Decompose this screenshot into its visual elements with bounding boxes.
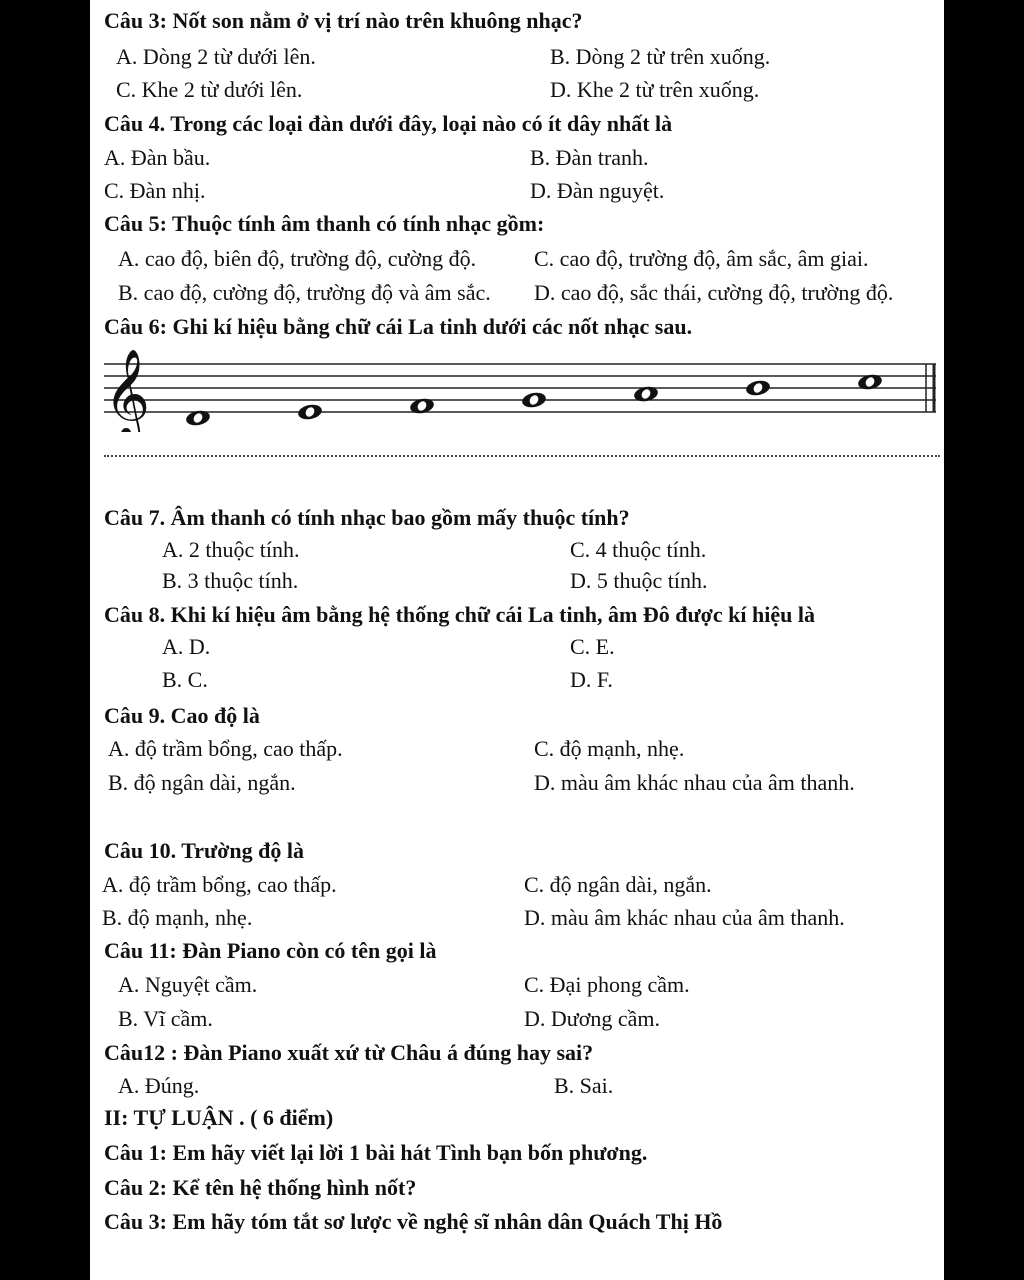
question-5: Câu 5: Thuộc tính âm thanh có tính nhạc gồm: xyxy=(104,211,545,236)
q9-option-b: B. độ ngân dài, ngắn. xyxy=(108,770,296,795)
document-page xyxy=(90,0,944,1280)
q4-option-d: D. Đàn nguyệt. xyxy=(530,178,665,203)
q10-option-d: D. màu âm khác nhau của âm thanh. xyxy=(524,905,845,930)
question-12: Câu12 : Đàn Piano xuất xứ từ Châu á đúng hay sai? xyxy=(104,1040,594,1065)
question-7: Câu 7. Âm thanh có tính nhạc bao gồm mấy thuộc tính? xyxy=(104,505,630,530)
whole-note-2 xyxy=(297,403,323,422)
q9-option-c: C. độ mạnh, nhẹ. xyxy=(534,736,685,761)
q10-option-c: C. độ ngân dài, ngắn. xyxy=(524,872,712,897)
q11-option-c: C. Đại phong cầm. xyxy=(524,972,690,997)
q5-option-d: D. cao độ, sắc thái, cường độ, trường độ. xyxy=(534,280,894,305)
q7-option-c: C. 4 thuộc tính. xyxy=(570,537,707,562)
q12-option-b: B. Sai. xyxy=(554,1073,614,1098)
essay-question-2: Câu 2: Kể tên hệ thống hình nốt? xyxy=(104,1175,417,1200)
q12-option-a: A. Đúng. xyxy=(118,1073,200,1098)
essay-question-1: Câu 1: Em hãy viết lại lời 1 bài hát Tình bạn bốn phương. xyxy=(104,1140,648,1165)
q8-option-d: D. F. xyxy=(570,667,613,692)
q5-option-c: C. cao độ, trường độ, âm sắc, âm giai. xyxy=(534,246,869,271)
q7-option-d: D. 5 thuộc tính. xyxy=(570,568,708,593)
q7-option-b: B. 3 thuộc tính. xyxy=(162,568,299,593)
staff-svg xyxy=(100,342,938,432)
question-9: Câu 9. Cao độ là xyxy=(104,703,260,728)
whole-note-6 xyxy=(745,379,771,398)
q3-option-d: D. Khe 2 từ trên xuống. xyxy=(550,77,760,102)
q9-option-d: D. màu âm khác nhau của âm thanh. xyxy=(534,770,855,795)
essay-heading: II: TỰ LUẬN . ( 6 điểm) xyxy=(104,1105,334,1130)
essay-question-3: Câu 3: Em hãy tóm tắt sơ lược về nghệ sĩ nhân dân Quách Thị Hồ xyxy=(104,1209,723,1234)
q8-option-c: C. E. xyxy=(570,634,615,659)
q8-option-b: B. C. xyxy=(162,667,208,692)
q3-option-b: B. Dòng 2 từ trên xuống. xyxy=(550,44,771,69)
q5-option-b: B. cao độ, cường độ, trường độ và âm sắc. xyxy=(118,280,491,305)
q11-option-b: B. Vĩ cầm. xyxy=(118,1006,213,1031)
question-8: Câu 8. Khi kí hiệu âm bằng hệ thống chữ cái La tinh, âm Đô được kí hiệu là xyxy=(104,602,815,627)
q11-option-d: D. Dương cầm. xyxy=(524,1006,660,1031)
q7-option-a: A. 2 thuộc tính. xyxy=(162,537,300,562)
q5-option-a: A. cao độ, biên độ, trường độ, cường độ. xyxy=(118,246,477,271)
q8-option-a: A. D. xyxy=(162,634,211,659)
q4-option-b: B. Đàn tranh. xyxy=(530,145,649,170)
q3-option-c: C. Khe 2 từ dưới lên. xyxy=(116,77,303,102)
music-staff xyxy=(100,342,938,432)
question-4: Câu 4. Trong các loại đàn dưới đây, loại nào có ít dây nhất là xyxy=(104,111,673,136)
question-10: Câu 10. Trường độ là xyxy=(104,838,304,863)
question-11: Câu 11: Đàn Piano còn có tên gọi là xyxy=(104,938,437,963)
q4-option-a: A. Đàn bầu. xyxy=(104,145,211,170)
treble-clef-icon: 𝄞 xyxy=(104,349,151,432)
q10-option-a: A. độ trầm bổng, cao thấp. xyxy=(102,872,337,897)
q10-option-b: B. độ mạnh, nhẹ. xyxy=(102,905,253,930)
q11-option-a: A. Nguyệt cầm. xyxy=(118,972,258,997)
q9-option-a: A. độ trầm bổng, cao thấp. xyxy=(108,736,343,761)
whole-note-4 xyxy=(521,391,547,410)
answer-dotted-line xyxy=(104,455,940,457)
question-6: Câu 6: Ghi kí hiệu bằng chữ cái La tinh dưới các nốt nhạc sau. xyxy=(104,314,693,339)
question-3: Câu 3: Nốt son nằm ở vị trí nào trên khuông nhạc? xyxy=(104,8,583,33)
q4-option-c: C. Đàn nhị. xyxy=(104,178,206,203)
q3-option-a: A. Dòng 2 từ dưới lên. xyxy=(116,44,316,69)
